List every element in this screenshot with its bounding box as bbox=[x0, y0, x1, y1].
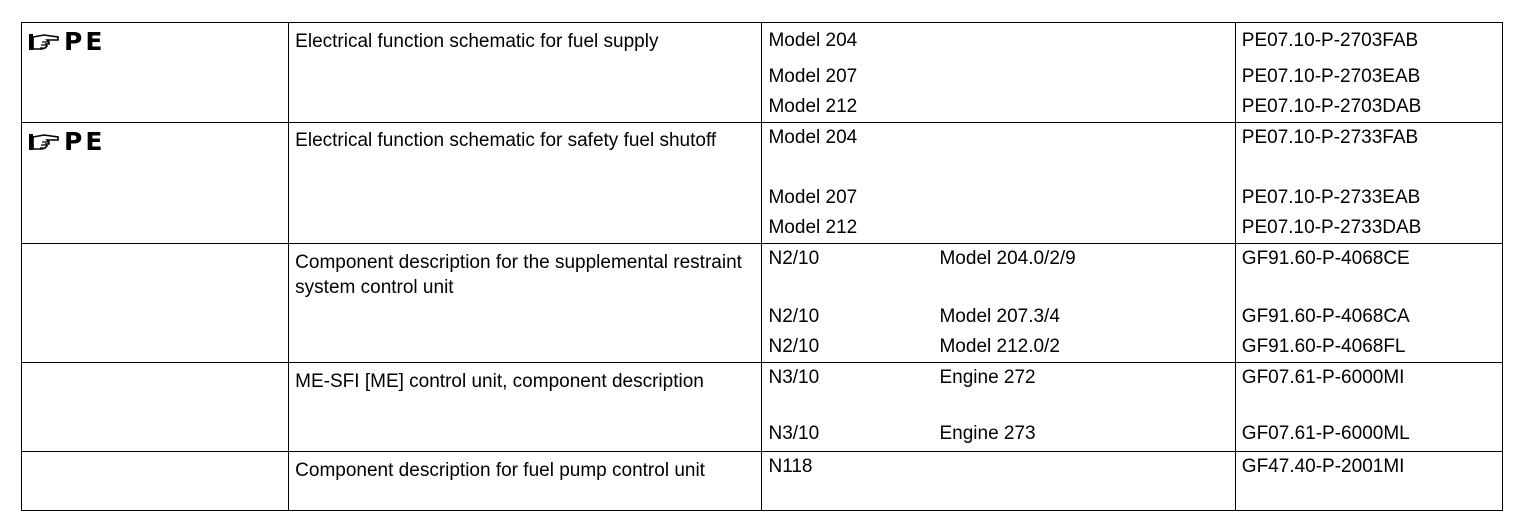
table-row bbox=[22, 244, 1503, 363]
entry-line bbox=[762, 92, 1234, 122]
sub-text: Model 212.0/2 bbox=[939, 336, 1060, 357]
pointing-hand-icon bbox=[28, 31, 60, 53]
code-text: GF07.61-P-6000MI bbox=[1241, 367, 1405, 388]
code-cell bbox=[1235, 244, 1502, 363]
entry-line bbox=[762, 213, 1234, 243]
model-cell bbox=[762, 363, 1235, 452]
code-cell bbox=[1235, 23, 1502, 123]
description-text: Component description for fuel pump control unit bbox=[295, 460, 705, 481]
entry-line bbox=[762, 452, 1234, 482]
ref-text: Model 204 bbox=[768, 30, 858, 51]
badge-cell bbox=[22, 452, 289, 511]
model-cell bbox=[762, 23, 1235, 123]
code-text: GF91.60-P-4068CE bbox=[1241, 248, 1410, 269]
badge-cell bbox=[22, 123, 289, 244]
description-cell bbox=[289, 123, 762, 244]
table-row bbox=[22, 123, 1503, 244]
ref-text: N118 bbox=[768, 456, 813, 477]
code-text: GF91.60-P-4068FL bbox=[1241, 336, 1406, 357]
code-text: PE07.10-P-2733EAB bbox=[1241, 187, 1421, 208]
entry-line bbox=[762, 23, 1234, 62]
description-text: Electrical function schematic for fuel supply bbox=[295, 31, 659, 52]
code-cell bbox=[1235, 452, 1502, 511]
ref-text: N2/10 bbox=[768, 248, 820, 269]
code-text: PE07.10-P-2703FAB bbox=[1241, 30, 1419, 51]
ref-text: Model 204 bbox=[768, 127, 858, 148]
ref-text: Model 207 bbox=[768, 187, 858, 208]
description-text: ME-SFI [ME] control unit, component description bbox=[295, 371, 704, 392]
sub-text: Engine 273 bbox=[939, 423, 1036, 444]
description-cell bbox=[289, 363, 762, 452]
entry-line bbox=[762, 332, 1234, 362]
entry-line bbox=[762, 302, 1234, 332]
code-text: PE07.10-P-2703DAB bbox=[1241, 96, 1422, 117]
pointing-hand-icon bbox=[28, 131, 60, 153]
pe-badge: PE bbox=[64, 27, 106, 56]
badge-cell bbox=[22, 363, 289, 452]
table-row bbox=[22, 23, 1503, 123]
sub-text: Model 207.3/4 bbox=[939, 306, 1060, 327]
code-text: GF47.40-P-2001MI bbox=[1241, 456, 1405, 477]
description-cell bbox=[289, 244, 762, 363]
code-text: GF91.60-P-4068CA bbox=[1241, 306, 1410, 327]
entry-line bbox=[762, 183, 1234, 213]
pe-badge: PE bbox=[64, 127, 106, 156]
model-cell bbox=[762, 244, 1235, 363]
entry-line bbox=[762, 363, 1234, 419]
description-cell bbox=[289, 452, 762, 511]
entry-line bbox=[762, 62, 1234, 92]
badge-cell bbox=[22, 23, 289, 123]
description-cell bbox=[289, 23, 762, 123]
ref-text: N2/10 bbox=[768, 306, 820, 327]
model-cell bbox=[762, 452, 1235, 511]
ref-text: N3/10 bbox=[768, 423, 820, 444]
code-cell bbox=[1235, 363, 1502, 452]
description-text: Component description for the supplemental restraint system control unit bbox=[295, 252, 742, 298]
entry-line bbox=[762, 123, 1234, 183]
badge-cell bbox=[22, 244, 289, 363]
code-text: PE07.10-P-2733FAB bbox=[1241, 127, 1419, 148]
ref-text: Model 212 bbox=[768, 217, 858, 238]
ref-text: Model 212 bbox=[768, 96, 858, 117]
entry-line bbox=[762, 244, 1234, 302]
table-row bbox=[22, 363, 1503, 452]
ref-text: N3/10 bbox=[768, 367, 820, 388]
code-text: GF07.61-P-6000ML bbox=[1241, 423, 1410, 444]
entry-line bbox=[762, 419, 1234, 449]
code-cell bbox=[1235, 123, 1502, 244]
code-text: PE07.10-P-2733DAB bbox=[1241, 217, 1422, 238]
ref-text: N2/10 bbox=[768, 336, 820, 357]
sub-text: Model 204.0/2/9 bbox=[939, 248, 1076, 269]
reference-table bbox=[21, 22, 1503, 511]
ref-text: Model 207 bbox=[768, 66, 858, 87]
code-text: PE07.10-P-2703EAB bbox=[1241, 66, 1421, 87]
description-text: Electrical function schematic for safety fuel shutoff bbox=[295, 130, 717, 151]
table-row bbox=[22, 452, 1503, 511]
model-cell bbox=[762, 123, 1235, 244]
sub-text: Engine 272 bbox=[939, 367, 1036, 388]
